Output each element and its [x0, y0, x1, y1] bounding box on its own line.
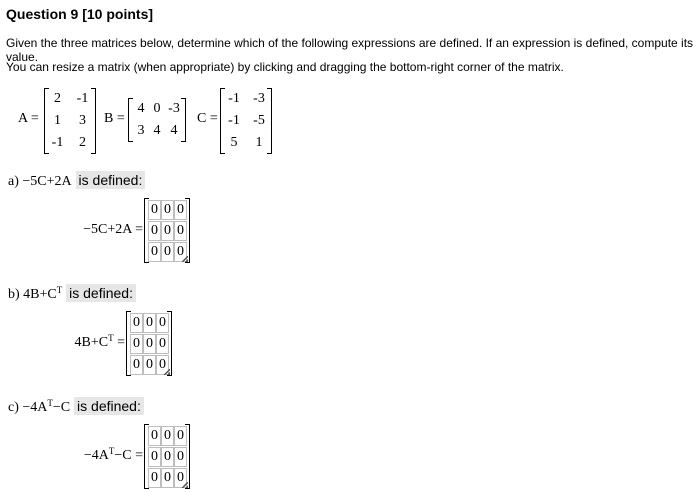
matrix-entry-input[interactable] — [161, 447, 174, 467]
matrix-c-cell: -1 — [228, 113, 240, 128]
answer-label-text: −4A — [83, 448, 109, 463]
matrix-c-cell: -1 — [228, 91, 240, 106]
matrix-a-cell: 2 — [54, 91, 61, 106]
part-expression: −4A — [22, 400, 48, 415]
part-b-answer-label — [75, 335, 125, 351]
matrix-entry-input[interactable] — [143, 334, 156, 354]
resize-handle-icon[interactable] — [182, 482, 188, 488]
resize-handle-icon[interactable] — [182, 256, 188, 262]
matrix-entry-input[interactable] — [148, 200, 161, 220]
matrix-a-label: A = — [18, 111, 39, 126]
question-title: Question 9 [10 points] — [6, 6, 154, 22]
matrix-row — [129, 120, 185, 142]
matrix-row — [221, 88, 271, 110]
matrix-entry-input[interactable] — [143, 355, 156, 375]
part-b-status[interactable]: is defined: — [66, 284, 136, 302]
matrix-b-cell: 4 — [153, 123, 161, 138]
part-c-heading — [8, 398, 144, 416]
matrix-entry-input[interactable] — [161, 426, 174, 446]
matrix-a-cell: 1 — [54, 113, 61, 128]
part-a-status[interactable]: is defined: — [76, 171, 146, 189]
matrix-entry-input[interactable] — [174, 221, 187, 241]
part-a-answer-label — [83, 222, 143, 238]
matrix-row — [129, 98, 185, 120]
matrix-row — [45, 110, 95, 132]
answer-label-text: −5C+2A = — [83, 222, 143, 237]
matrix-entry-input[interactable] — [148, 447, 161, 467]
matrix-b-cell: 0 — [153, 101, 161, 116]
answer-label-text: 4B+C — [74, 335, 109, 350]
matrix-entry-input[interactable] — [161, 242, 174, 262]
matrix-a-cell: 2 — [79, 135, 86, 150]
matrix-entry-input[interactable] — [148, 468, 161, 488]
transpose-sup: T — [108, 446, 115, 456]
matrix-c — [220, 88, 272, 154]
matrix-a — [44, 88, 96, 154]
resize-hint-text: You can resize a matrix (when appropriate) by clicking and dragging the bottom-right corner of the matrix. — [6, 60, 564, 74]
matrix-c-cell: -3 — [253, 91, 265, 106]
part-prefix: c) — [8, 400, 23, 415]
matrix-b — [128, 98, 186, 142]
matrix-entry-input[interactable] — [156, 334, 169, 354]
matrix-row — [45, 132, 95, 154]
matrix-entry-input[interactable] — [130, 313, 143, 333]
matrix-row — [45, 88, 95, 110]
matrix-c-cell: 5 — [230, 135, 238, 150]
transpose-sup: T — [108, 333, 114, 343]
matrix-b-cell: 3 — [137, 123, 145, 138]
matrix-entry-input[interactable] — [174, 447, 187, 467]
instruction-text: Given the three matrices below, determine which of the following expressions are defined. If an expression is defined, compute its value. — [6, 36, 694, 64]
matrix-entry-input[interactable] — [161, 221, 174, 241]
part-a-answer-matrix[interactable] — [144, 198, 190, 263]
matrix-row — [221, 110, 271, 132]
matrix-entry-input[interactable] — [148, 426, 161, 446]
matrix-entry-input[interactable] — [174, 242, 187, 262]
matrix-a-cell: -1 — [51, 135, 64, 150]
transpose-sup: T — [47, 398, 53, 408]
matrix-entry-input[interactable] — [174, 200, 187, 220]
matrix-entry-input[interactable] — [130, 355, 143, 375]
answer-label-tail: −C = — [114, 448, 143, 463]
part-expression: −5C+2A — [22, 174, 72, 189]
matrix-c-cell: -5 — [253, 113, 265, 128]
matrix-entry-input[interactable] — [143, 313, 156, 333]
matrix-entry-input[interactable] — [156, 355, 169, 375]
part-expression-tail: −C — [52, 400, 71, 415]
matrix-b-cell: 4 — [170, 123, 178, 138]
matrix-entry-input[interactable] — [156, 313, 169, 333]
part-b-heading — [8, 285, 136, 303]
matrix-entry-input[interactable] — [174, 468, 187, 488]
matrix-entry-input[interactable] — [161, 200, 174, 220]
matrix-entry-input[interactable] — [148, 221, 161, 241]
matrix-b-cell: -3 — [168, 101, 180, 116]
matrix-a-cell: 3 — [79, 113, 86, 128]
matrix-c-cell: 1 — [255, 135, 263, 150]
matrix-c-label: C = — [197, 111, 218, 126]
resize-handle-icon[interactable] — [164, 369, 170, 375]
matrix-a-cell: -1 — [76, 91, 89, 106]
answer-label-tail: = — [113, 335, 125, 350]
matrix-entry-input[interactable] — [161, 468, 174, 488]
transpose-sup: T — [56, 285, 63, 295]
matrix-row — [221, 132, 271, 154]
part-c-answer-label — [84, 448, 143, 464]
part-a-heading — [8, 172, 145, 190]
part-prefix: a) — [8, 174, 23, 189]
part-prefix: b) — [8, 287, 24, 302]
part-c-answer-matrix[interactable] — [144, 424, 190, 489]
matrix-entry-input[interactable] — [174, 426, 187, 446]
part-b-answer-matrix[interactable] — [126, 311, 172, 376]
matrix-entry-input[interactable] — [130, 334, 143, 354]
matrix-b-label: B = — [104, 111, 125, 126]
matrix-b-cell: 4 — [137, 101, 145, 116]
part-c-status[interactable]: is defined: — [74, 397, 144, 415]
matrix-entry-input[interactable] — [148, 242, 161, 262]
part-expression: 4B+C — [23, 287, 57, 302]
